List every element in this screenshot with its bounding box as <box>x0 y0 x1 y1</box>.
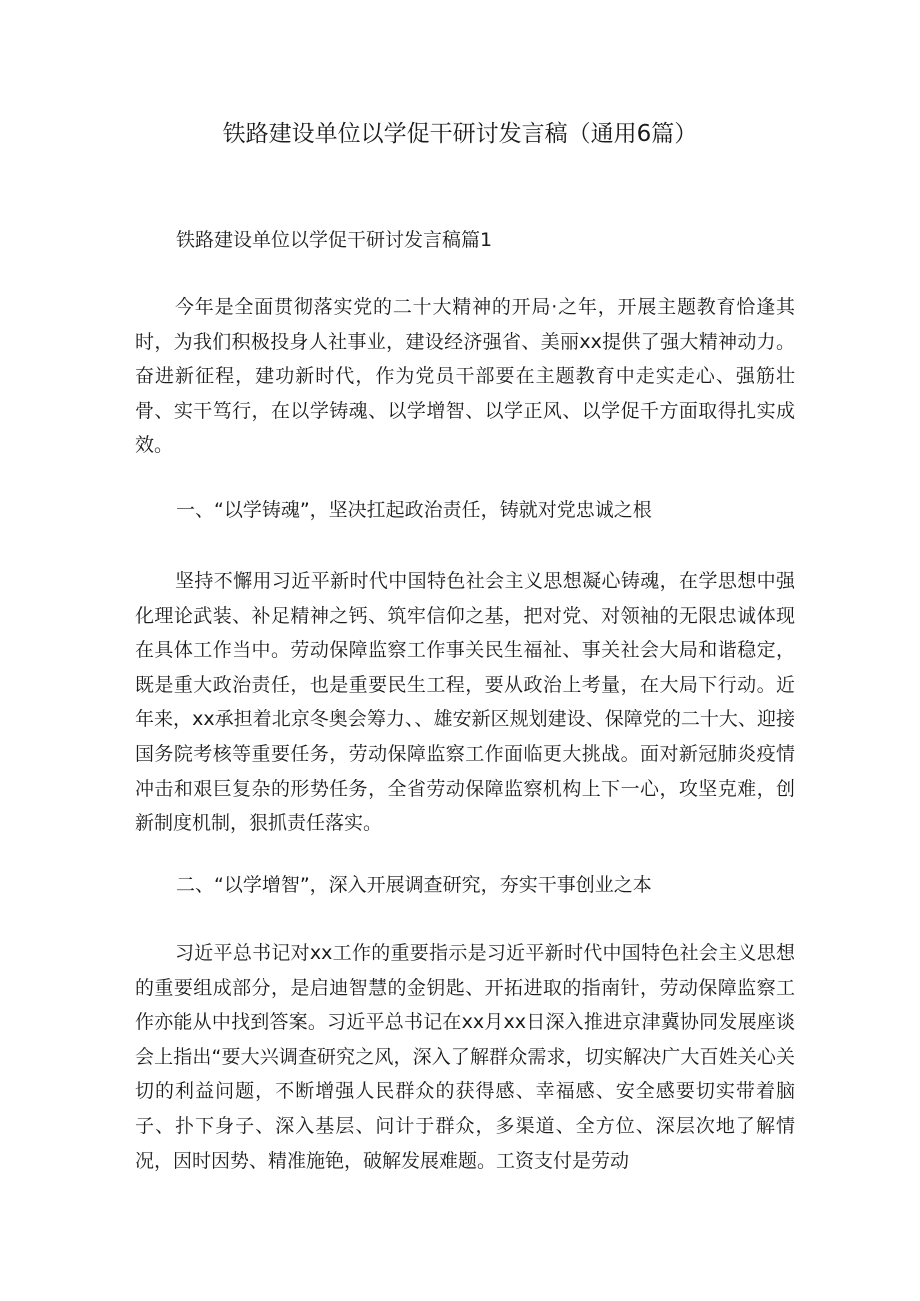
section-1-paragraph: 坚持不懈用习近平新时代中国特色社会主义思想凝心铸魂，在学思想中强化理论武装、补足精神之钙、筑牢信仰之基，把对党、对领袖的无限忠诚体现在具体工作当中。劳动保障监察工作事关民生福祉、事关社会大局和谐稳定，既是重大政治责任，也是重要民生工程，要从政治上考量，在大局下行动。近年来，xx承担着北京冬奥会筹力、、雄安新区规划建设、保障党的二十大、迎接国务院考核等重要任务，劳动保障监察工作面临更大挑战。面对新冠肺炎疫情冲击和艰巨复杂的形势任务，全省劳动保障监察机构上下一心，攻坚克难，创新制度机制，狠抓责任落实。 <box>135 570 795 835</box>
section-2-paragraph: 习近平总书记对xx工作的重要指示是习近平新时代中国特色社会主义思想的重要组成部分，是启迪智慧的金钥匙、开拓进取的指南针，劳动保障监察工作亦能从中找到答案。习近平总书记在xx月xx日深入推进京津冀协同发展座谈会上指出“要大兴调查研究之风，深入了解群众需求，切实解决广大百姓关心关切的利益问题，不断增强人民群众的获得感、幸福感、安全感要切实带着脑子、扑下身子、深入基层、问计于群众，多渠道、全方位、深层次地了解情况，因时因势、精准施铯，破解发展难题。工资支付是劳动 <box>135 942 795 1172</box>
document-title: 铁路建设单位以学促干研讨发言稿（通用6篇） <box>222 121 698 147</box>
article-heading: 铁路建设单位以学促干研讨发言稿篇1 <box>176 229 493 251</box>
section-1-heading: 一、“以学铸魂”，坚决扛起政治责任，铸就对党忠诚之根 <box>176 499 652 521</box>
intro-paragraph: 今年是全面贯彻落实党的二十大精神的开局·之年，开展主题教育恰逢其时，为我们积极投身人社事业，建设经济强省、美丽xx提供了强大精神动力。奋进新征程，建功新时代，作为党员干部要在主题教育中走实走心、强筋壮骨、实干笃行，在以学铸魂、以学增智、以学正风、以学促千方面取得扎实成效。 <box>135 296 795 457</box>
section-2-heading: 二、“以学增智”，深入开展调查研究，夯实干事创业之本 <box>176 874 652 896</box>
